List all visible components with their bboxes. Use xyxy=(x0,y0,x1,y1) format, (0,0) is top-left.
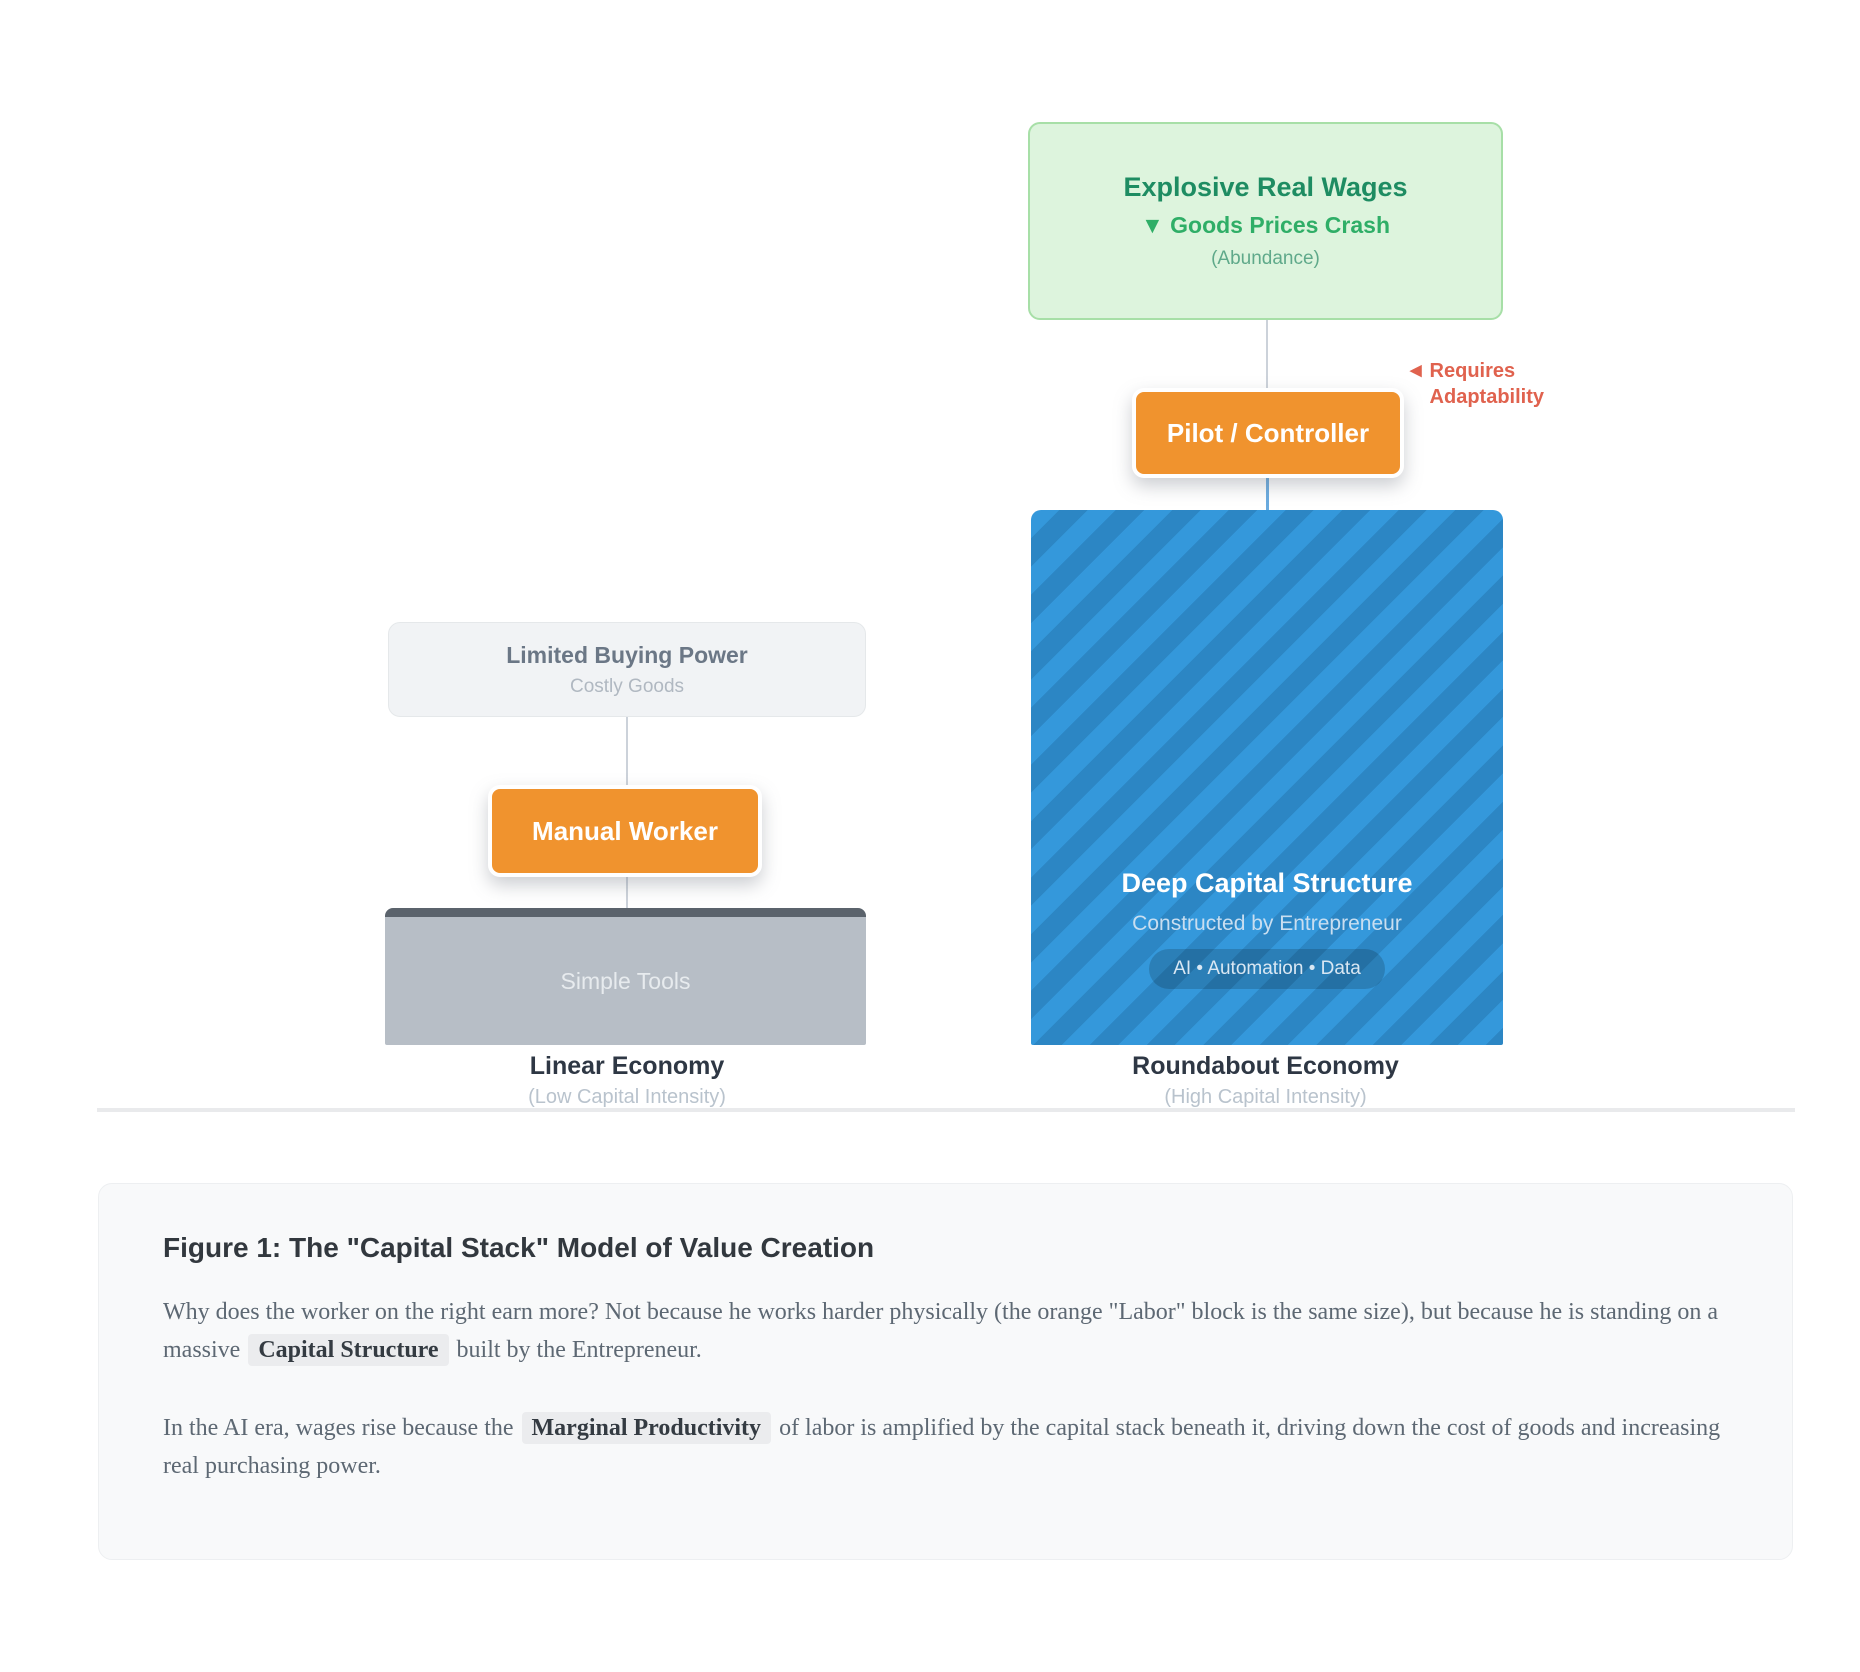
goods-prices-crash-text: Goods Prices Crash xyxy=(1170,212,1390,238)
figure-caption-paragraph-1 xyxy=(163,1294,1728,1370)
figure-caption-card xyxy=(98,1183,1793,1560)
goods-prices-crash-subtitle xyxy=(1141,212,1390,239)
marginal-productivity-highlight: Marginal Productivity xyxy=(522,1412,772,1444)
annotation-line2: Adaptability xyxy=(1429,386,1544,408)
simple-tools-box xyxy=(385,908,866,1045)
deep-capital-structure-title: Deep Capital Structure xyxy=(1121,868,1413,898)
figure-caption-title: Figure 1: The "Capital Stack" Model of Value Creation xyxy=(163,1232,875,1263)
explosive-real-wages-title: Explosive Real Wages xyxy=(1123,172,1408,202)
pilot-controller-box xyxy=(1132,388,1404,478)
left-arrow-icon: ◀ xyxy=(1410,362,1422,379)
constructed-by-entrepreneur-subtitle: Constructed by Entrepreneur xyxy=(1132,912,1402,935)
linear-economy-subtitle: (Low Capital Intensity) xyxy=(528,1086,726,1108)
p2-text-after: of labor is amplified by the capital stack beneath it, driving down the cost of goods and increasing real purchasing power. xyxy=(163,1414,1721,1479)
connector-outcome-to-pilot-right xyxy=(1266,320,1268,392)
roundabout-economy-title: Roundabout Economy xyxy=(1132,1052,1399,1080)
p1-text-after: built by the Entrepreneur. xyxy=(456,1336,702,1363)
limited-buying-power-box xyxy=(388,622,866,717)
down-triangle-icon: ▼ xyxy=(1140,212,1164,238)
abundance-note: (Abundance) xyxy=(1211,248,1320,269)
manual-worker-label: Manual Worker xyxy=(532,815,718,846)
p2-text-before: In the AI era, wages rise because the xyxy=(163,1414,514,1441)
ai-automation-data-pill: AI • Automation • Data xyxy=(1149,949,1385,989)
deep-capital-structure-box xyxy=(1031,510,1503,1045)
connector-pilot-to-capital-right xyxy=(1266,474,1269,514)
limited-buying-power-title: Limited Buying Power xyxy=(506,641,748,668)
roundabout-economy-footer xyxy=(1028,1052,1503,1109)
capital-structure-highlight: Capital Structure xyxy=(248,1334,448,1366)
simple-tools-label: Simple Tools xyxy=(560,967,691,994)
annotation-line1: Requires xyxy=(1429,360,1516,382)
ground-divider-line xyxy=(97,1108,1795,1112)
connector-outcome-to-worker-left xyxy=(626,717,628,789)
requires-adaptability-text xyxy=(1430,358,1544,410)
manual-worker-box xyxy=(488,785,762,877)
p1-text-before: Why does the worker on the right earn more? Not because he works harder physically (the orange "Labor" block is the same size), but because he is standing on a massive xyxy=(163,1299,1719,1363)
pilot-controller-label: Pilot / Controller xyxy=(1166,417,1370,448)
costly-goods-subtitle: Costly Goods xyxy=(569,675,685,697)
requires-adaptability-annotation xyxy=(1410,358,1544,410)
roundabout-economy-subtitle: (High Capital Intensity) xyxy=(1164,1086,1367,1108)
linear-economy-footer xyxy=(388,1052,866,1109)
linear-economy-title: Linear Economy xyxy=(529,1052,725,1080)
connector-worker-to-tools-left xyxy=(626,877,628,911)
explosive-real-wages-box xyxy=(1028,122,1503,320)
figure-caption-paragraph-2 xyxy=(163,1410,1728,1486)
